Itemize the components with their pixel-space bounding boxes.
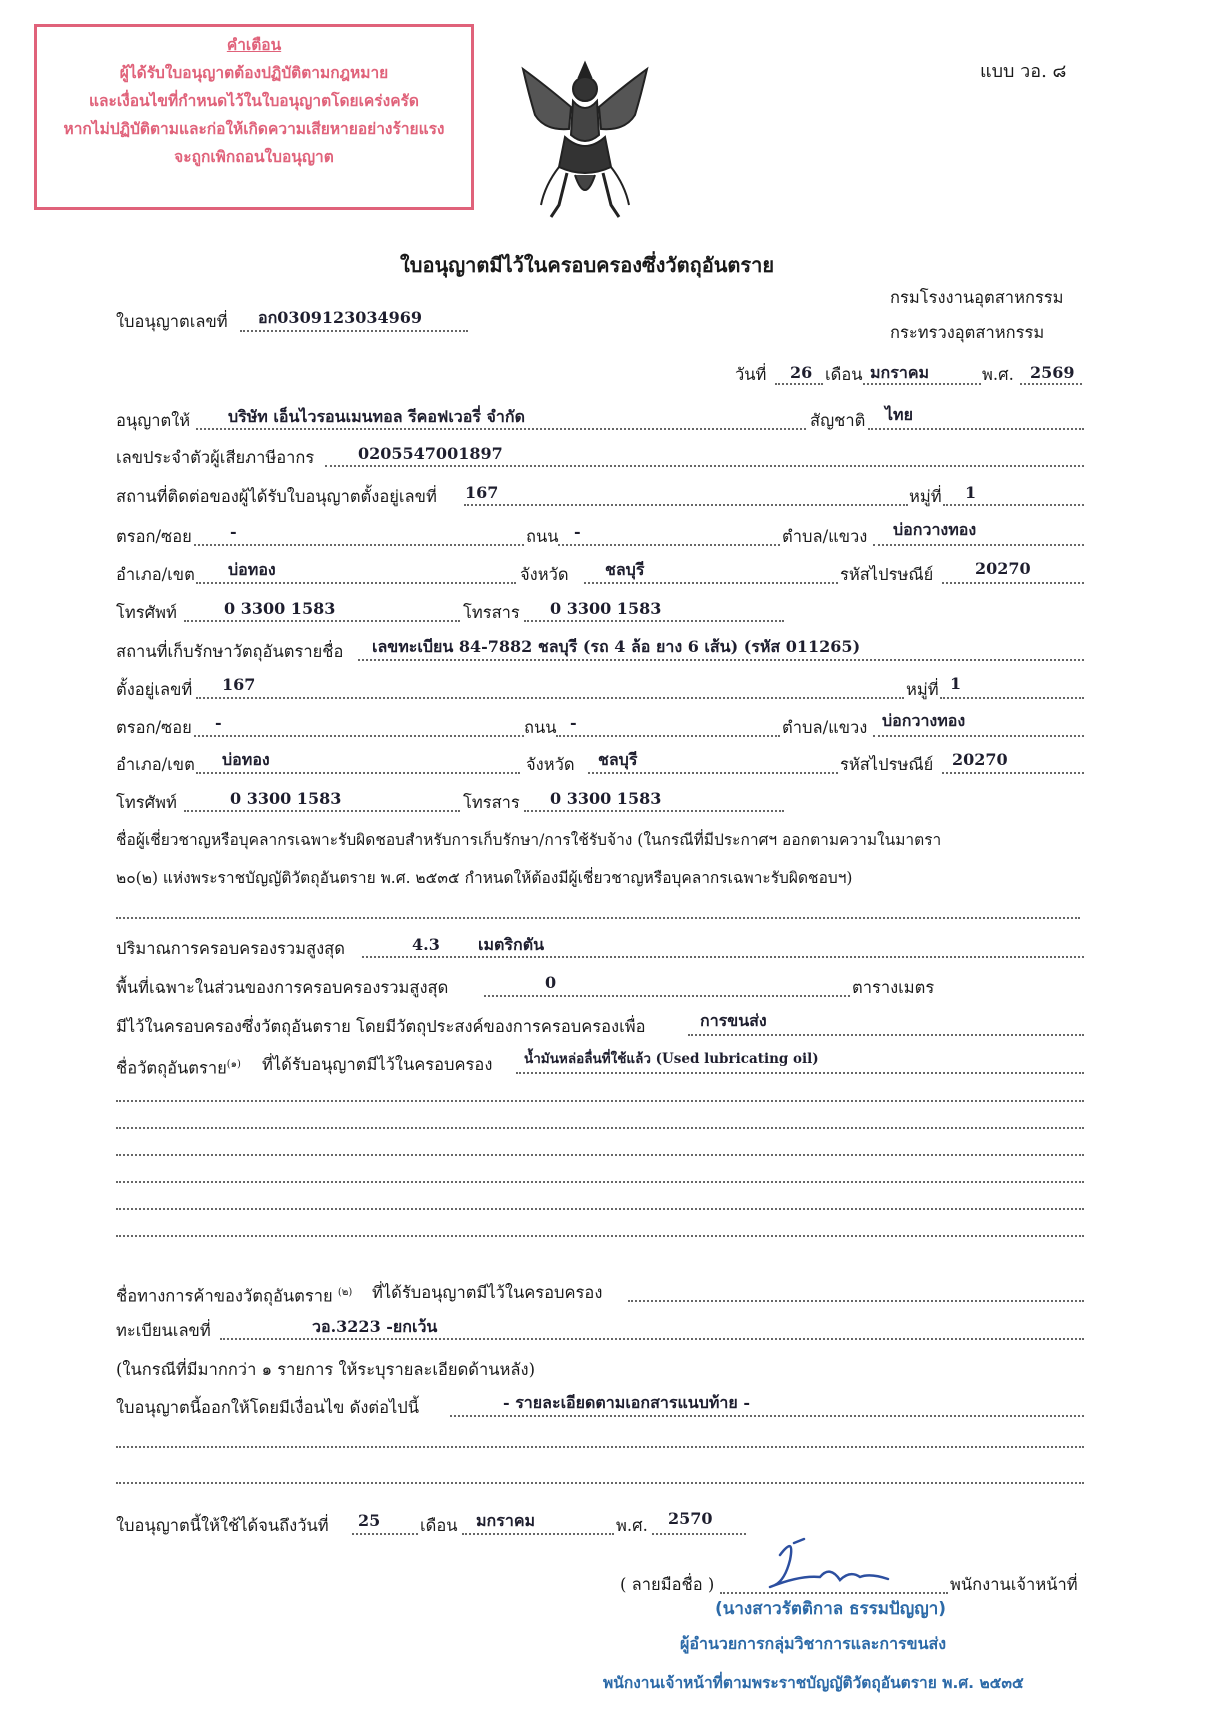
contact-fax: 0 3300 1583 <box>550 599 662 618</box>
contact-phone-label: โทรศัพท์ <box>116 603 177 622</box>
issuer-ministry: กระทรวงอุตสาหกรรม <box>890 323 1045 342</box>
purpose-value: การขนส่ง <box>700 1011 767 1030</box>
expert-line-1: ชื่อผู้เชี่ยวชาญหรือบุคลากรเฉพาะรับผิดชอบสำหรับการเก็บรักษา/การใช้รับจ้าง (ในกรณีที่มีประกาศฯ ออกตามความในมาตรา <box>116 831 942 849</box>
storage-moo: 1 <box>950 674 962 693</box>
quantity-label: ปริมาณการครอบครองรวมสูงสุด <box>116 939 345 958</box>
storage-province: ชลบุรี <box>598 750 638 769</box>
trade-name-label-2: ที่ได้รับอนุญาตมีไว้ในครอบครอง <box>372 1283 603 1302</box>
storage-moo-label: หมู่ที่ <box>906 680 939 699</box>
stamp-position: ผู้อำนวยการกลุ่มวิชาการและการขนส่ง <box>680 1634 947 1653</box>
storage-phone-label: โทรศัพท์ <box>116 793 177 812</box>
contact-soi: - <box>230 522 237 541</box>
expiry-year-label: พ.ศ. <box>616 1516 648 1535</box>
expiry-year: 2570 <box>668 1509 713 1528</box>
area-label: พื้นที่เฉพาะในส่วนของการครอบครองรวมสูงสุด <box>116 978 449 997</box>
garuda-emblem-icon <box>515 55 655 225</box>
storage-soi: - <box>215 713 222 732</box>
contact-soi-label: ตรอก/ซอย <box>116 527 192 546</box>
warning-line: จะถูกเพิกถอนใบอนุญาต <box>174 148 334 166</box>
storage-fax: 0 3300 1583 <box>550 789 662 808</box>
tax-id: 0205547001897 <box>358 444 503 463</box>
contact-moo: 1 <box>965 483 977 502</box>
storage-district: บ่อทอง <box>222 750 270 769</box>
contact-road: - <box>574 522 581 541</box>
nationality: ไทย <box>885 405 913 424</box>
contact-moo-label: หมู่ที่ <box>909 487 942 506</box>
expiry-month: มกราคม <box>476 1511 536 1530</box>
storage-fax-label: โทรสาร <box>463 793 520 812</box>
handwritten-signature <box>760 1535 900 1595</box>
storage-subdistrict-label: ตำบล/แขวง <box>782 718 868 737</box>
expiry-label: ใบอนุญาตนี้ให้ใช้ได้จนถึงวันที่ <box>116 1516 329 1535</box>
storage-address-no: 167 <box>222 675 256 694</box>
stamp-authority: พนักงานเจ้าหน้าที่ตามพระราชบัญญัติวัตถุอันตราย พ.ศ. ๒๕๓๕ <box>603 1674 1024 1692</box>
contact-province: ชลบุรี <box>605 560 645 579</box>
expert-line-2: ๒๐(๒) แห่งพระราชบัญญัติวัตถุอันตราย พ.ศ. ๒๕๓๕ กำหนดให้ต้องมีผู้เชี่ยวชาญหรือบุคลากรเฉพาะรับผิดชอบฯ) <box>116 869 853 887</box>
quantity-value: 4.3 <box>412 935 440 954</box>
nationality-label: สัญชาติ <box>810 411 866 430</box>
storage-postcode: 20270 <box>952 750 1008 769</box>
storage-province-label: จังหวัด <box>526 755 575 774</box>
contact-province-label: จังหวัด <box>520 565 569 584</box>
substance-label-2: ที่ได้รับอนุญาตมีไว้ในครอบครอง <box>262 1055 493 1074</box>
storage-road-label: ถนน <box>524 718 557 737</box>
warning-line: ผู้ได้รับใบอนุญาตต้องปฏิบัติตามกฎหมาย <box>119 64 389 82</box>
contact-postcode: 20270 <box>975 559 1031 578</box>
trade-name-label: ชื่อทางการค้าของวัตถุอันตราย $^{(๒)}$ <box>116 1286 353 1306</box>
contact-district-label: อำเภอ/เขต <box>116 565 195 584</box>
storage-address-label: ตั้งอยู่เลขที่ <box>116 680 193 699</box>
signature-label: ( ลายมือชื่อ ) <box>620 1575 715 1594</box>
expiry-day: 25 <box>358 1511 381 1530</box>
issue-month: มกราคม <box>870 363 930 382</box>
registration-label: ทะเบียนเลขที่ <box>116 1321 211 1340</box>
note-text: (ในกรณีที่มีมากกว่า ๑ รายการ ให้ระบุรายละเอียดด้านหลัง) <box>116 1360 536 1379</box>
substance-label: ชื่อวัตถุอันตราย$^{(๑)}$ <box>116 1058 241 1078</box>
contact-road-label: ถนน <box>526 527 559 546</box>
issue-year-label: พ.ศ. <box>982 365 1014 384</box>
issue-day: 26 <box>790 363 813 382</box>
storage-phone: 0 3300 1583 <box>230 789 342 808</box>
stamp-name: (นางสาวรัตติกาล ธรรมปัญญา) <box>715 1599 947 1619</box>
contact-address-label: สถานที่ติดต่อของผู้ได้รับใบอนุญาตตั้งอยู่เลขที่ <box>116 487 437 506</box>
contact-postcode-label: รหัสไปรษณีย์ <box>840 565 934 584</box>
storage-road: - <box>570 713 577 732</box>
quantity-unit: เมตริกตัน <box>478 935 545 954</box>
form-code: แบบ วอ. ๘ <box>980 61 1067 82</box>
storage-postcode-label: รหัสไปรษณีย์ <box>840 755 934 774</box>
issuer-department: กรมโรงงานอุตสาหกรรม <box>890 288 1064 307</box>
contact-address-no: 167 <box>465 483 499 502</box>
contact-phone: 0 3300 1583 <box>224 599 336 618</box>
conditions-label: ใบอนุญาตนี้ออกให้โดยมีเงื่อนไข ดังต่อไปนี้ <box>116 1398 420 1417</box>
substance-name: น้ำมันหล่อลื่นที่ใช้แล้ว (Used lubricating oil) <box>524 1051 819 1067</box>
contact-subdistrict: บ่อกวางทอง <box>893 520 977 539</box>
issue-month-label: เดือน <box>825 365 863 384</box>
license-number-label: ใบอนุญาตเลขที่ <box>116 312 228 331</box>
warning-line: และเงื่อนไขที่กำหนดไว้ในใบอนุญาตโดยเคร่งครัด <box>89 92 419 110</box>
page-title: ใบอนุญาตมีไว้ในครอบครองซึ่งวัตถุอันตราย <box>400 253 775 277</box>
storage-soi-label: ตรอก/ซอย <box>116 718 192 737</box>
storage-subdistrict: บ่อกวางทอง <box>882 711 966 730</box>
conditions-value: - รายละเอียดตามเอกสารแนบท้าย - <box>503 1393 750 1412</box>
contact-fax-label: โทรสาร <box>463 603 520 622</box>
license-number: อก0309123034969 <box>258 308 423 327</box>
warning-title: คำเตือน <box>226 36 282 54</box>
grantee-name: บริษัท เอ็นไวรอนเมนทอล รีคอฟเวอรี่ จำกัด <box>228 407 525 426</box>
warning-box <box>34 24 474 210</box>
storage-name: เลขทะเบียน 84-7882 ชลบุรี (รถ 4 ล้อ ยาง 6 เส้น) (รหัส 011265) <box>372 637 861 656</box>
contact-subdistrict-label: ตำบล/แขวง <box>782 527 868 546</box>
area-value: 0 <box>545 973 557 992</box>
issue-year: 2569 <box>1030 363 1075 382</box>
grantee-label: อนุญาตให้ <box>116 411 191 430</box>
storage-name-label: สถานที่เก็บรักษาวัตถุอันตรายชื่อ <box>116 642 344 661</box>
issue-day-label: วันที่ <box>735 365 767 384</box>
registration-value: วอ.3223 -ยกเว้น <box>312 1317 438 1336</box>
purpose-label: มีไว้ในครอบครองซึ่งวัตถุอันตราย โดยมีวัตถุประสงค์ของการครอบครองเพื่อ <box>116 1017 646 1036</box>
storage-district-label: อำเภอ/เขต <box>116 755 195 774</box>
area-unit: ตารางเมตร <box>852 978 935 997</box>
officer-label: พนักงานเจ้าหน้าที่ <box>950 1575 1078 1594</box>
tax-id-label: เลขประจำตัวผู้เสียภาษีอากร <box>116 448 315 467</box>
warning-line: หากไม่ปฏิบัติตามและก่อให้เกิดความเสียหายอย่างร้ายแรง <box>63 120 445 138</box>
expiry-month-label: เดือน <box>420 1516 458 1535</box>
contact-district: บ่อทอง <box>228 560 276 579</box>
